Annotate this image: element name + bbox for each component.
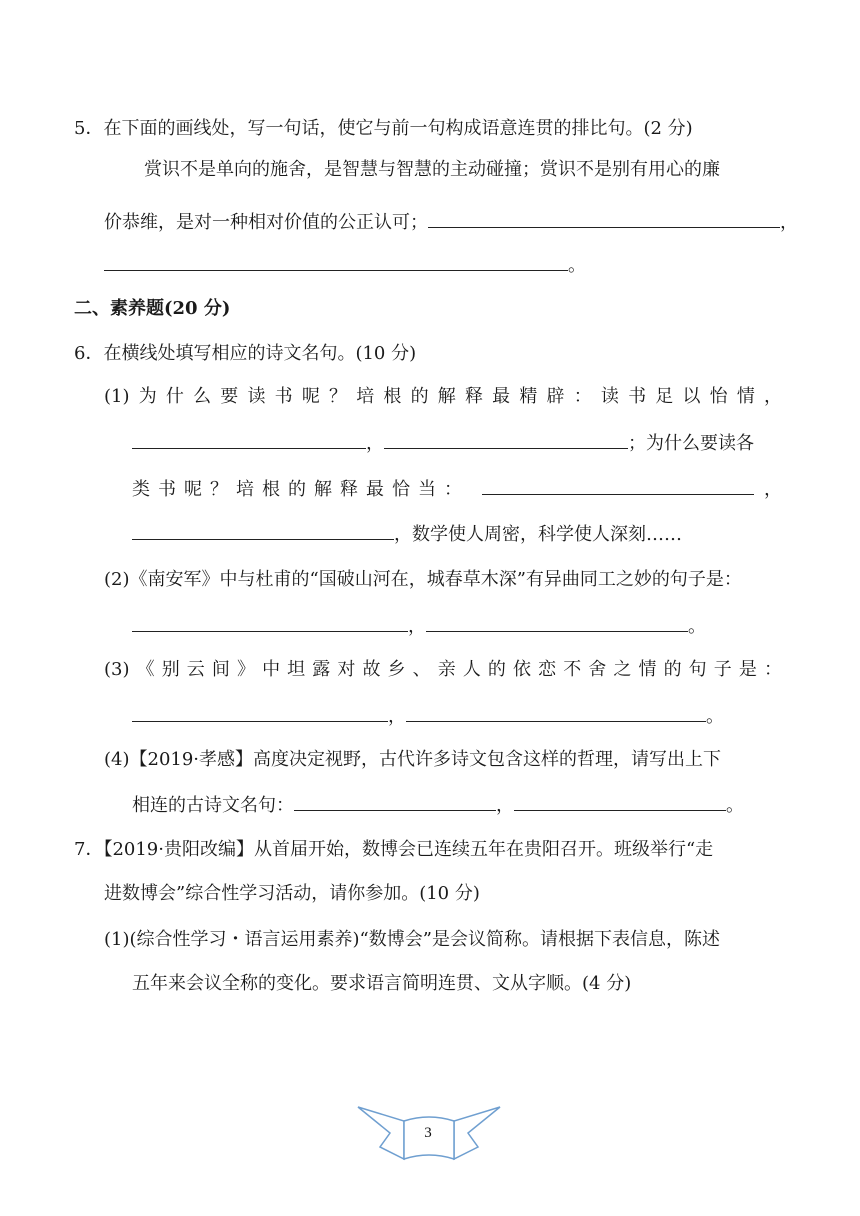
q6-part1-blank-3[interactable]	[482, 476, 754, 495]
justified-char: 解	[437, 386, 456, 407]
justified-char: 露	[312, 659, 331, 680]
justified-char: 怡	[709, 386, 728, 407]
justified-char: 呢	[184, 479, 202, 500]
justified-char: 以	[682, 386, 701, 407]
justified-char: 中	[262, 659, 281, 680]
q6-part1-sep: ，	[366, 433, 384, 454]
justified-char: 读	[247, 386, 266, 407]
justified-char: 根	[383, 386, 402, 407]
page-number: 3	[424, 1125, 432, 1141]
q6-part4-end: 。	[726, 795, 744, 816]
justified-char: 读	[600, 386, 619, 407]
q6-part1-blank-1[interactable]	[132, 430, 366, 449]
justified-char: 坦	[287, 659, 306, 680]
q7-stem-line1: 7．【2019·贵阳改编】从首届开始，数博会已连续五年在贵阳召开。班级举行“走	[74, 839, 714, 860]
q6-part3-end: 。	[706, 706, 724, 727]
q6-part2-line1: (2)《南安军》中与杜甫的“国破山河在，城春草木深”有异曲同工之妙的句子是：	[104, 569, 742, 590]
justified-char: 句	[688, 659, 707, 680]
justified-char: 对	[337, 659, 356, 680]
q6-part3-blank-1[interactable]	[132, 703, 388, 722]
q6-part3-line2	[132, 703, 724, 730]
q5-passage-line1: 赏识不是单向的施舍，是智慧与智慧的主动碰撞；赏识不是别有用心的廉	[144, 159, 720, 180]
q6-part2-end: 。	[688, 616, 706, 637]
justified-char: 故	[362, 659, 381, 680]
justified-char: 呢	[301, 386, 320, 407]
justified-char: 云	[186, 659, 205, 680]
q6-part2-line2	[132, 613, 706, 640]
q5-stem: 5．在下面的画线处，写一句话，使它与前一句构成语意连贯的排比句。(2 分)	[74, 118, 693, 139]
justified-char: 精	[519, 386, 538, 407]
justified-char: 释	[340, 479, 358, 500]
q7-stem-line2: 进数博会”综合性学习活动，请你参加。(10 分)	[104, 883, 480, 904]
q6-part1-line3	[132, 476, 782, 503]
justified-char: 恰	[392, 479, 410, 500]
q6-stem: 6．在横线处填写相应的诗文名句。(10 分)	[74, 343, 417, 364]
justified-char: ？	[210, 479, 228, 500]
justified-char: 书	[274, 386, 293, 407]
justified-char: 、	[412, 659, 431, 680]
justified-char: 乡	[387, 659, 406, 680]
justified-char: 人	[462, 659, 481, 680]
section2-title: 二、素养题(20 分)	[74, 298, 231, 319]
justified-char: 要	[220, 386, 239, 407]
q6-part3-blank-2[interactable]	[406, 703, 706, 722]
q6-part4-line2	[132, 792, 744, 819]
justified-char: 书	[158, 479, 176, 500]
justified-char: 恋	[538, 659, 557, 680]
q7-part1-line1: (1)(综合性学习・语言运用素养)“数博会”是会议简称。请根据下表信息，陈述	[104, 929, 720, 950]
justified-char: 什	[165, 386, 184, 407]
q6-part1-line1	[104, 384, 782, 410]
q6-part4-prefix: 相连的古诗文名句：	[132, 795, 294, 816]
justified-char: 么	[193, 386, 212, 407]
q6-part2-blank-1[interactable]	[132, 613, 408, 632]
justified-char: 是	[738, 659, 757, 680]
justified-char: ：	[763, 659, 782, 680]
justified-char: 情	[638, 659, 657, 680]
q6-part4-line1: (4)【2019·孝感】高度决定视野，古代许多诗文包含这样的哲理，请写出上下	[104, 749, 722, 770]
justified-char: 辟	[546, 386, 565, 407]
justified-char: 的	[487, 659, 506, 680]
justified-char: 情	[736, 386, 755, 407]
q6-part1-line4-tail: ，数学使人周密，科学使人深刻……	[394, 524, 682, 545]
q7-part1-line2: 五年来会议全称的变化。要求语言简明连贯、文从字顺。(4 分)	[132, 973, 632, 994]
q5-answer-blank-1[interactable]	[428, 209, 780, 228]
justified-char: 足	[655, 386, 674, 407]
justified-char: 类	[132, 479, 150, 500]
q5-passage-text: 价恭维，是对一种相对价值的公正认可；	[104, 212, 428, 233]
justified-char: 培	[236, 479, 254, 500]
justified-char: ，	[764, 386, 782, 407]
q6-part1-line3-text	[132, 477, 462, 503]
justified-char: 舍	[588, 659, 607, 680]
justified-char: 根	[262, 479, 280, 500]
justified-char: (1)	[104, 386, 130, 407]
justified-char: 书	[628, 386, 647, 407]
q5-end-mark: 。	[568, 255, 586, 276]
justified-char: 《	[136, 659, 155, 680]
q5-comma: ，	[780, 212, 798, 233]
q6-part1-line4	[132, 521, 682, 548]
justified-char: 当	[418, 479, 436, 500]
justified-char: ？	[329, 386, 347, 407]
q6-part3-sep: ，	[388, 706, 406, 727]
justified-char: 释	[464, 386, 483, 407]
q5-passage-line3	[104, 252, 586, 279]
justified-char: 最	[366, 479, 384, 500]
q5-answer-blank-2[interactable]	[104, 252, 568, 271]
justified-char: 的	[663, 659, 682, 680]
q6-part4-sep: ，	[496, 795, 514, 816]
justified-char: 不	[563, 659, 582, 680]
justified-char: 的	[410, 386, 429, 407]
justified-char: 别	[161, 659, 180, 680]
justified-char: 亲	[437, 659, 456, 680]
q6-part1-tail: ；为什么要读各	[628, 433, 754, 454]
q6-part2-blank-2[interactable]	[426, 613, 688, 632]
q6-part2-sep: ，	[408, 616, 426, 637]
justified-char: 依	[513, 659, 531, 680]
justified-char: 培	[356, 386, 375, 407]
justified-char: 解	[314, 479, 332, 500]
q6-part4-blank-1[interactable]	[294, 792, 496, 811]
justified-char: ：	[444, 479, 462, 500]
justified-char: 的	[288, 479, 306, 500]
q6-part1-blank-2[interactable]	[384, 430, 628, 449]
q6-part1-blank-4[interactable]	[132, 521, 394, 540]
justified-char: 》	[236, 659, 255, 680]
justified-char: 为	[138, 386, 157, 407]
q6-part3-line1	[104, 657, 782, 683]
justified-char: 最	[492, 386, 511, 407]
q6-part1-line2	[132, 430, 754, 457]
q6-part4-blank-2[interactable]	[514, 792, 726, 811]
justified-char: 之	[613, 659, 632, 680]
justified-char: (3)	[104, 659, 130, 680]
justified-char: ：	[573, 386, 592, 407]
justified-char: 间	[211, 659, 230, 680]
q6-part1-line3-end: ，	[764, 479, 782, 500]
justified-char: 子	[713, 659, 732, 680]
q5-passage-line2	[104, 209, 798, 236]
